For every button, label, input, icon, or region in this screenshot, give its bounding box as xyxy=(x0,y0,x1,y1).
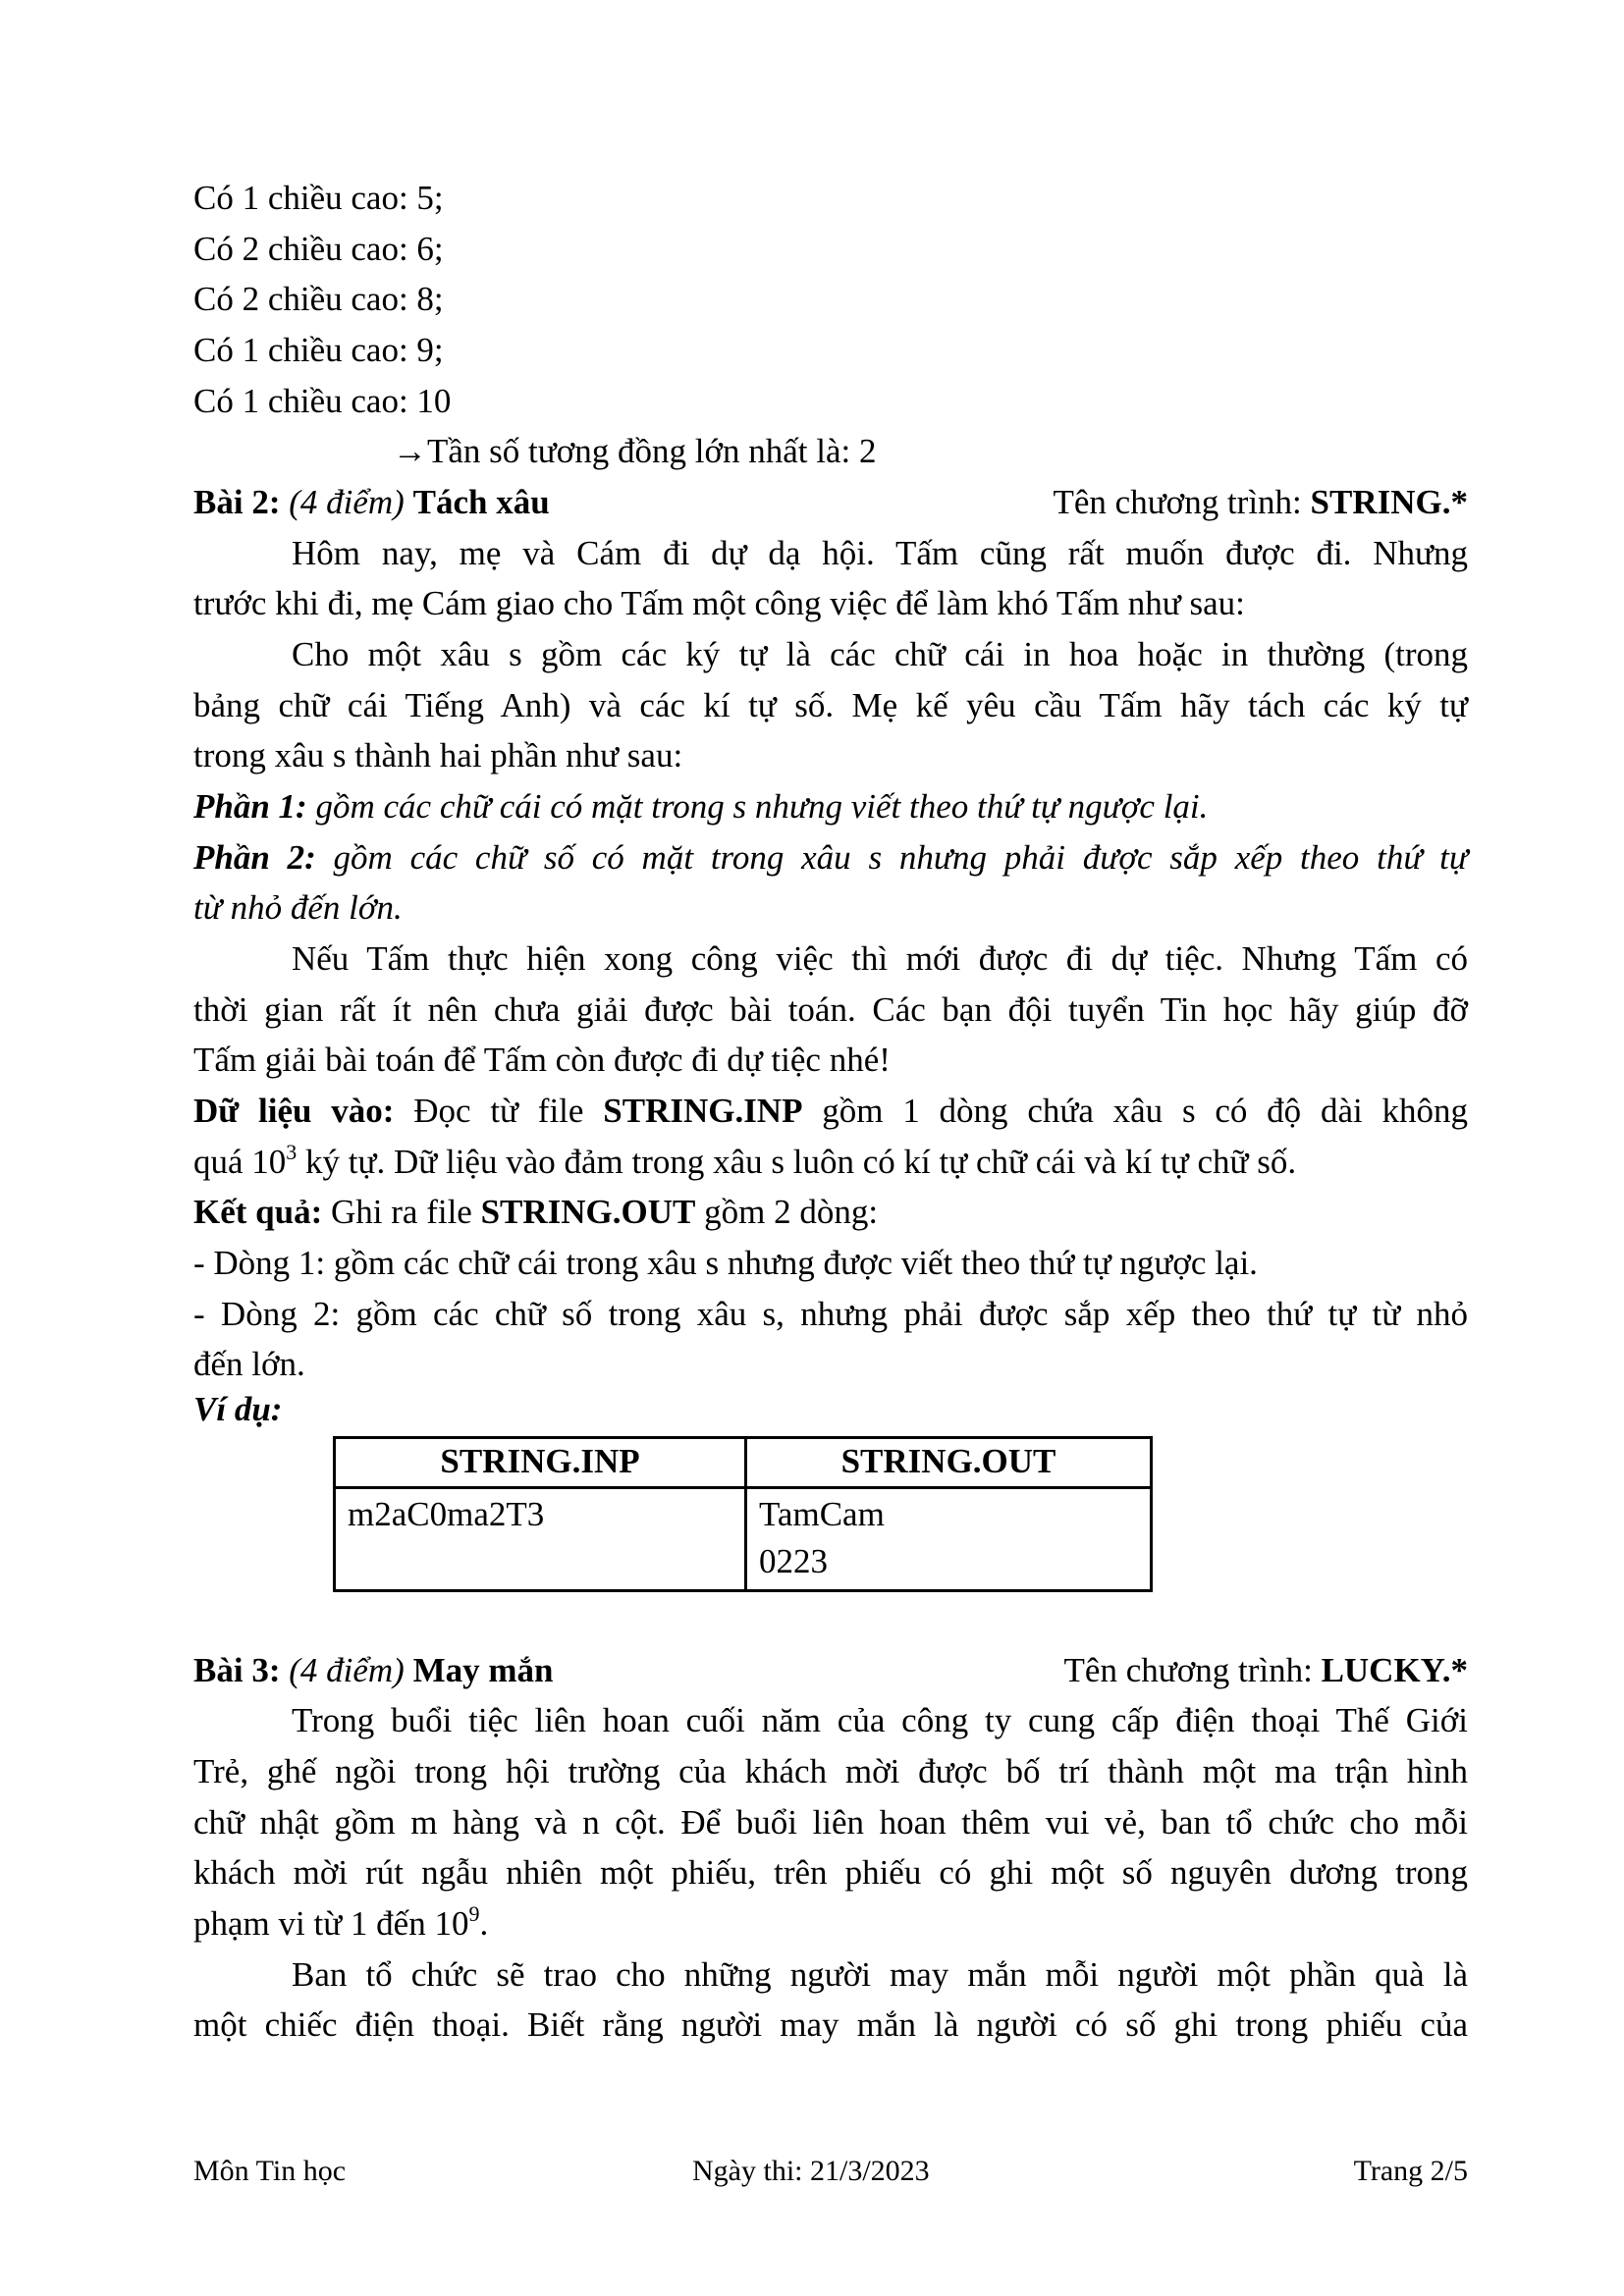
range-end: . xyxy=(479,1904,489,1943)
paragraph-line: bảng chữ cái Tiếng Anh) và các kí tự số. Mẹ kế yêu cầu Tấm hãy tách các ký tự xyxy=(193,686,1468,724)
paragraph-line: thời gian rất ít nên chưa giải được bài toán. Các bạn đội tuyển Tin học hãy giúp đỡ xyxy=(193,990,1468,1029)
problem3-points: (4 điểm) xyxy=(289,1651,405,1689)
problem2-label: Bài 2: xyxy=(193,483,281,521)
range-sup: 9 xyxy=(468,1901,480,1926)
table-header-output: STRING.OUT xyxy=(746,1438,1152,1488)
paragraph-line: Hôm nay, mẹ và Cám đi dự dạ hội. Tấm cũng rất muốn được đi. Nhưng xyxy=(292,534,1468,572)
paragraph-line xyxy=(193,1901,1468,1944)
arrow-right-icon: → xyxy=(393,432,427,470)
problem3-program xyxy=(1064,1651,1468,1690)
paragraph-line: trong xâu s thành hai phần như sau: xyxy=(193,736,683,774)
program-label: Tên chương trình: xyxy=(1063,1651,1313,1689)
program-name: LUCKY.* xyxy=(1321,1651,1468,1689)
table-row xyxy=(335,1488,1152,1591)
footer-page: Trang 2/5 xyxy=(1353,2155,1468,2187)
part1-label: Phần 1: xyxy=(193,787,307,826)
paragraph-line: Cho một xâu s gồm các ký tự là các chữ cái in hoa hoặc in thường (trong xyxy=(292,635,1468,673)
output-line: - Dòng 1: gồm các chữ cái trong xâu s nhưng được viết theo thứ tự ngược lại. xyxy=(193,1244,1258,1282)
problem3-heading xyxy=(193,1651,1468,1690)
program-name: STRING.* xyxy=(1310,483,1468,521)
part2-text: gồm các chữ số có mặt trong xâu s nhưng phải được sắp xếp theo thứ tự xyxy=(333,838,1468,877)
input-text-a: Đọc từ file xyxy=(413,1092,584,1130)
output-text-a: Ghi ra file xyxy=(331,1193,472,1231)
part2-line-cont: từ nhỏ đến lớn. xyxy=(193,888,403,927)
input-spec-line xyxy=(193,1092,1468,1131)
paragraph-line: khách mời rút ngẫu nhiên một phiếu, trên phiếu có ghi một số nguyên dương trong xyxy=(193,1853,1468,1892)
problem3-label: Bài 3: xyxy=(193,1651,281,1689)
footer-date: Ngày thi: 21/3/2023 xyxy=(692,2155,930,2187)
part1-text: gồm các chữ cái có mặt trong s nhưng viết theo thứ tự ngược lại. xyxy=(315,787,1209,826)
problem2-program xyxy=(1054,483,1468,522)
part1-line xyxy=(193,787,1468,827)
problem2-points: (4 điểm) xyxy=(289,483,405,521)
input-label: Dữ liệu vào: xyxy=(193,1092,395,1130)
table-header-input: STRING.INP xyxy=(335,1438,746,1488)
intro-line: Có 2 chiều cao: 6; xyxy=(193,230,444,268)
output-spec-line xyxy=(193,1193,1468,1232)
problem3-title: May mắn xyxy=(412,1651,554,1689)
part2-line xyxy=(193,838,1468,878)
input-text-b: gồm 1 dòng chứa xâu s có độ dài không xyxy=(822,1092,1468,1130)
conclusion-text: Tần số tương đồng lớn nhất là: 2 xyxy=(427,432,877,470)
paragraph-line: Tấm giải bài toán để Tấm còn được đi dự tiệc nhé! xyxy=(193,1041,891,1079)
output-text-b: gồm 2 dòng: xyxy=(704,1193,879,1231)
example-label: Ví dụ: xyxy=(193,1390,283,1428)
intro-line: Có 1 chiều cao: 5; xyxy=(193,179,444,217)
intro-conclusion xyxy=(393,432,1276,471)
paragraph-line: trước khi đi, mẹ Cám giao cho Tấm một công việc để làm khó Tấm như sau: xyxy=(193,584,1245,622)
example-table xyxy=(333,1436,1153,1592)
output-value: TamCam xyxy=(759,1495,885,1533)
paragraph-line: Nếu Tấm thực hiện xong công việc thì mới được đi dự tiệc. Nhưng Tấm có xyxy=(292,939,1468,978)
table-header-row xyxy=(335,1438,1152,1488)
output-line: - Dòng 2: gồm các chữ số trong xâu s, nhưng phải được sắp xếp theo thứ tự từ nhỏ xyxy=(193,1295,1468,1333)
intro-line: Có 1 chiều cao: 9; xyxy=(193,331,444,369)
input-spec-line2 xyxy=(193,1140,1468,1182)
paragraph-line: Trong buổi tiệc liên hoan cuối năm của công ty cung cấp điện thoại Thế Giới xyxy=(292,1701,1468,1739)
range-text: phạm vi từ 1 đến 10 xyxy=(193,1904,469,1943)
output-line: đến lớn. xyxy=(193,1345,305,1383)
table-cell-input xyxy=(335,1488,746,1591)
part2-label: Phần 2: xyxy=(193,838,316,877)
intro-line: Có 1 chiều cao: 10 xyxy=(193,382,452,420)
problem2-heading xyxy=(193,483,1468,522)
paragraph-line: một chiếc điện thoại. Biết rằng người may mắn là người có số ghi trong phiếu của xyxy=(193,2005,1468,2044)
table-cell-output xyxy=(746,1488,1152,1591)
output-file: STRING.OUT xyxy=(480,1193,696,1231)
input-value: m2aC0ma2T3 xyxy=(348,1495,545,1533)
input-line2-sup: 3 xyxy=(286,1140,298,1164)
paragraph-line: chữ nhật gồm m hàng và n cột. Để buổi liên hoan thêm vui vẻ, ban tổ chức cho mỗi xyxy=(193,1803,1468,1842)
output-label: Kết quả: xyxy=(193,1193,323,1231)
paragraph-line: Trẻ, ghế ngồi trong hội trường của khách mời được bố trí thành một ma trận hình xyxy=(193,1752,1468,1790)
output-value: 0223 xyxy=(759,1542,828,1580)
input-file: STRING.INP xyxy=(603,1092,803,1130)
footer-subject: Môn Tin học xyxy=(193,2155,347,2187)
paragraph-line: Ban tổ chức sẽ trao cho những người may mắn mỗi người một phần quà là xyxy=(292,1955,1468,1994)
input-line2-b: ký tự. Dữ liệu vào đảm trong xâu s luôn có kí tự chữ cái và kí tự chữ số. xyxy=(297,1143,1297,1181)
input-line2-a: quá 10 xyxy=(193,1143,287,1181)
intro-line: Có 2 chiều cao: 8; xyxy=(193,280,444,318)
problem2-title: Tách xâu xyxy=(412,483,550,521)
program-label: Tên chương trình: xyxy=(1053,483,1302,521)
